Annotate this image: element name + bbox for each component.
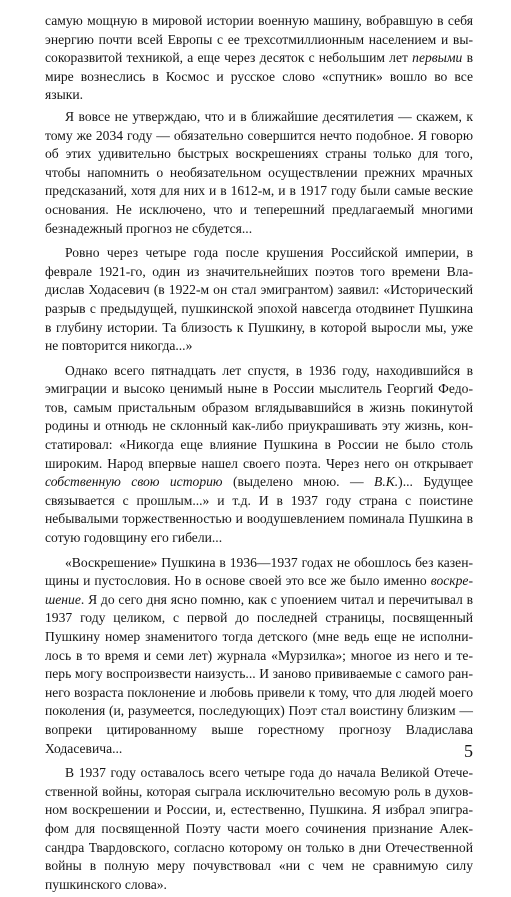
text-run: Ровно через четыре года после крушения Российской империи, в феврале 1921-го, один из значительнейших поэтов того времени Владислав Ходасевич (в 1922-м он стал эмигрантом) заявил: «Исторический разрыв с предыдущей, пушкинской эпохой навсегда отодвинет Пушкина в глубину истории. Та близость к Пушкину, в которой выросли мы, уже не повторится никогда...» <box>45 245 473 354</box>
italic-run: воскрешение <box>45 573 473 607</box>
paragraph <box>45 12 473 105</box>
paragraph <box>45 108 473 238</box>
text-run: Однако всего пятнадцать лет спустя, в 1936 году, находившийся в эмиграции и высоко ценимый ныне в России мыслитель Георгий Федотов, самым пристальным образом вглядывавшийся в жизнь покинутой родины и отнюдь не склонный как-либо приукрашивать эту жизнь, констатировал: «Никогда еще влияние Пушкина в России не было столь широким. Народ впервые нашел своего поэта. Через него он открывает <box>45 362 473 471</box>
text-run: Я вовсе не утверждаю, что и в ближайшие десятилетия — скажем, к тому же 2034 году — обязательно совершится нечто подобное. Я говорю об этих удивительно быстрых воскрешениях страны только для того, чтобы напомнить о необязательном осуществлении прежних мрачных предсказаний, хотя для них и в 1612-м, и в 1917 году были самые веские основания. Не исключено, что и теперешний предлагаемый многими безнадежный прогноз не сбудется... <box>45 108 473 236</box>
italic-run: собственную свою историю <box>45 474 223 490</box>
text-run: «Воскрешение» Пушкина в 1936—1937 годах не обошлось без казенщины и пустословия. Но в основе своей это все же было именно <box>45 554 473 589</box>
text-run: )... Будущее связывается с прошлым...» и т.д. И в 1937 году страна с поистине небывалыми торжественностью и воодушевлением поминала Пушкина в сотую годовщину его гибели... <box>45 474 473 546</box>
text-run: В 1937 году оставалось всего четыре года до начала Великой Отечественной войны, которая сыграла исключительно весомую роль в духовном воскрешении и России, и, естественно, Пушкина. Я избрал эпиграфом для посвященной Поэту части моего сочинения признание Александра Твардовского, согласно которому он только в дни Отечественной войны в полную меру почувствовал «ни с чем не сравнимую силу пушкинского слова». <box>45 765 473 892</box>
paragraph <box>45 554 473 759</box>
paragraph <box>45 764 473 894</box>
text-run: . Я до сего дня ясно помню, как с упоением читал и перечитывал в 1937 году целиком, с первой до последней страницы, посвященный Пушкину номер знаменитого тогда детского (мне ведь еще не исполнилось в то время и семи лет) журнала «Мурзилка»; многое из него и теперь могу воспроизвести наизусть... И заново прививаемые с самого раннего возраста поклонение и любовь привели к тому, что для людей моего поколения (и, разумеется, последующих) Поэт стал воистину близким — вопреки цитированному выше горестному прогнозу Владислава Ходасевича... <box>45 591 473 756</box>
paragraph <box>45 362 473 548</box>
text-run: самую мощную в мировой истории военную машину, вобравшую в себя энергию почти всей Европы с ее трехсотмиллионным населением и высокоразвитой техникой, а еще через десяток с небольшим лет <box>45 13 473 66</box>
text-run: в мире вознеслись в Космос и русское слово «спутник» вошло во все языки. <box>45 50 473 103</box>
paragraph <box>45 244 473 356</box>
text-column <box>45 12 473 897</box>
italic-run: В.К. <box>374 474 399 490</box>
page-number: 5 <box>464 741 473 761</box>
italic-run: первыми <box>412 50 463 66</box>
text-run: (выделено мною. — <box>222 474 375 490</box>
